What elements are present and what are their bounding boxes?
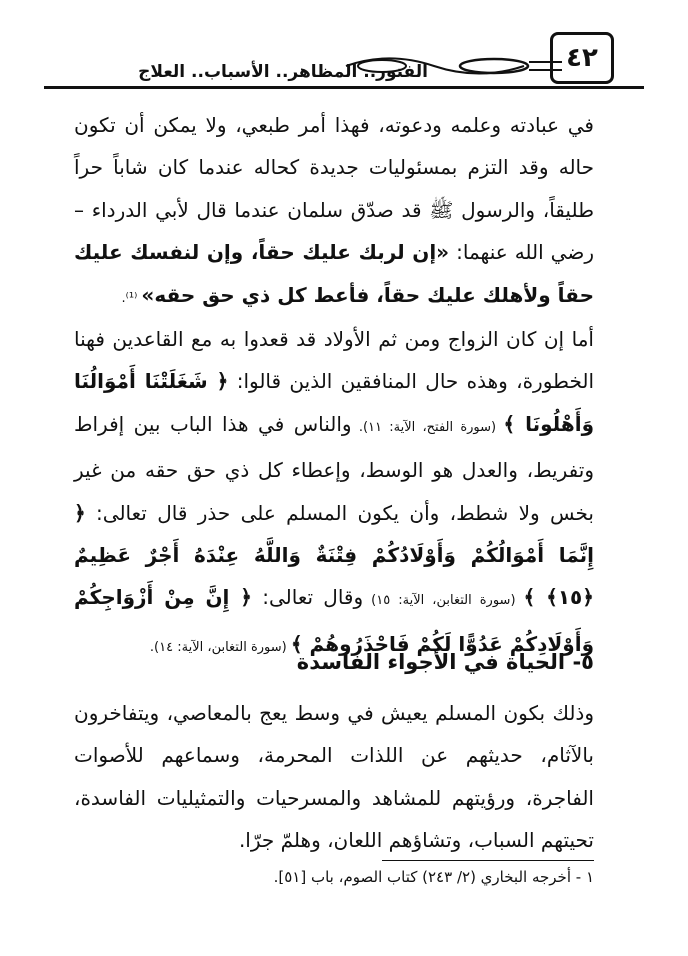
paragraph-1 — [74, 104, 594, 320]
hadith-quote: «إن لربك عليك حقاً، وإن لنفسك عليك حقاً ولأهلك عليك حقاً، فأعط كل ذي حق حقه» — [74, 240, 594, 307]
verse-reference-3: (سورة التغابن، الآية: ١٤). — [149, 639, 291, 655]
paragraph-2 — [74, 318, 594, 669]
page-header — [44, 30, 644, 90]
section-heading: ٥- الحياة في الأجواء الفاسدة — [296, 650, 594, 674]
paragraph-3-text: وذلك بكون المسلم يعيش في وسط يعج بالمعاصي، ويتفاخرون بالآثام، حديثهم عن اللذات المحرمة، وسماعهم للأصوات الفاجرة، ورؤيتهم للمشاهد والمسرحيات والتمثيليات الفاسدة، تحيتهم السباب، وتشاؤهم اللعان، وهلمّ جرّا. — [74, 701, 594, 853]
running-title: الفتور.. المظاهر.. الأسباب.. العلاج — [138, 62, 428, 82]
page-number: ٤٢ — [550, 32, 614, 84]
verse-reference-2: (سورة التغابن، الآية: ١٥) — [363, 593, 524, 609]
paragraph-2-text-b: والناس في هذا الباب بين إفراط وتفريط، والعدل هو الوسط، وإعطاء كل ذي حق حقه من غير بخس ولا شطط، وأن يكون المسلم على حذر قال تعالى: — [74, 411, 594, 525]
paragraph-2-text-c: وقال تعالى: — [251, 585, 364, 610]
footnote: ١ - أخرجه البخاري (٢/ ٢٤٣) كتاب الصوم، باب [٥١]. — [273, 868, 594, 886]
verse-reference-1: (سورة الفتح، الآية: ١١). — [351, 419, 504, 435]
quran-verse-2: ﴿ إِنَّمَا أَمْوَالُكُمْ وَأَوْلَادُكُمْ فِتْنَةٌ وَاللَّهُ عِنْدَهُ أَجْرٌ عَظِيمٌ ﴿١٥﴾ ﴾ — [74, 500, 594, 610]
footnote-reference: ⁽¹⁾. — [121, 290, 142, 306]
quran-verse-3: ﴿ إِنَّ مِنْ أَزْوَاجِكُمْ وَأَوْلَادِكُمْ عَدُوًّا لَكُمْ فَاحْذَرُوهُمْ ﴾ — [74, 585, 594, 656]
header-divider — [44, 86, 644, 89]
paragraph-3 — [74, 692, 594, 862]
paragraph-1-text: في عبادته وعلمه ودعوته، فهذا أمر طبعي، ولا يمكن أن تكون حاله وقد التزم بمسئوليات جديدة كحاله عندما كان شاباً حراً طليقاً، والرسول ﷺ قد صدّق سلمان عندما قال لأبي الدرداء – رضي الله عنهما: — [74, 113, 594, 265]
quran-verse-1: ﴿ شَغَلَتْنَا أَمْوَالُنَا وَأَهْلُونَا ﴾ — [74, 369, 594, 436]
footnote-divider — [382, 860, 594, 861]
paragraph-2-text-a: أما إن كان الزواج ومن ثم الأولاد قد قعدوا به مع القاعدين فهنا الخطورة، وهذه حال المنافقين الذين قالوا: — [74, 327, 594, 394]
